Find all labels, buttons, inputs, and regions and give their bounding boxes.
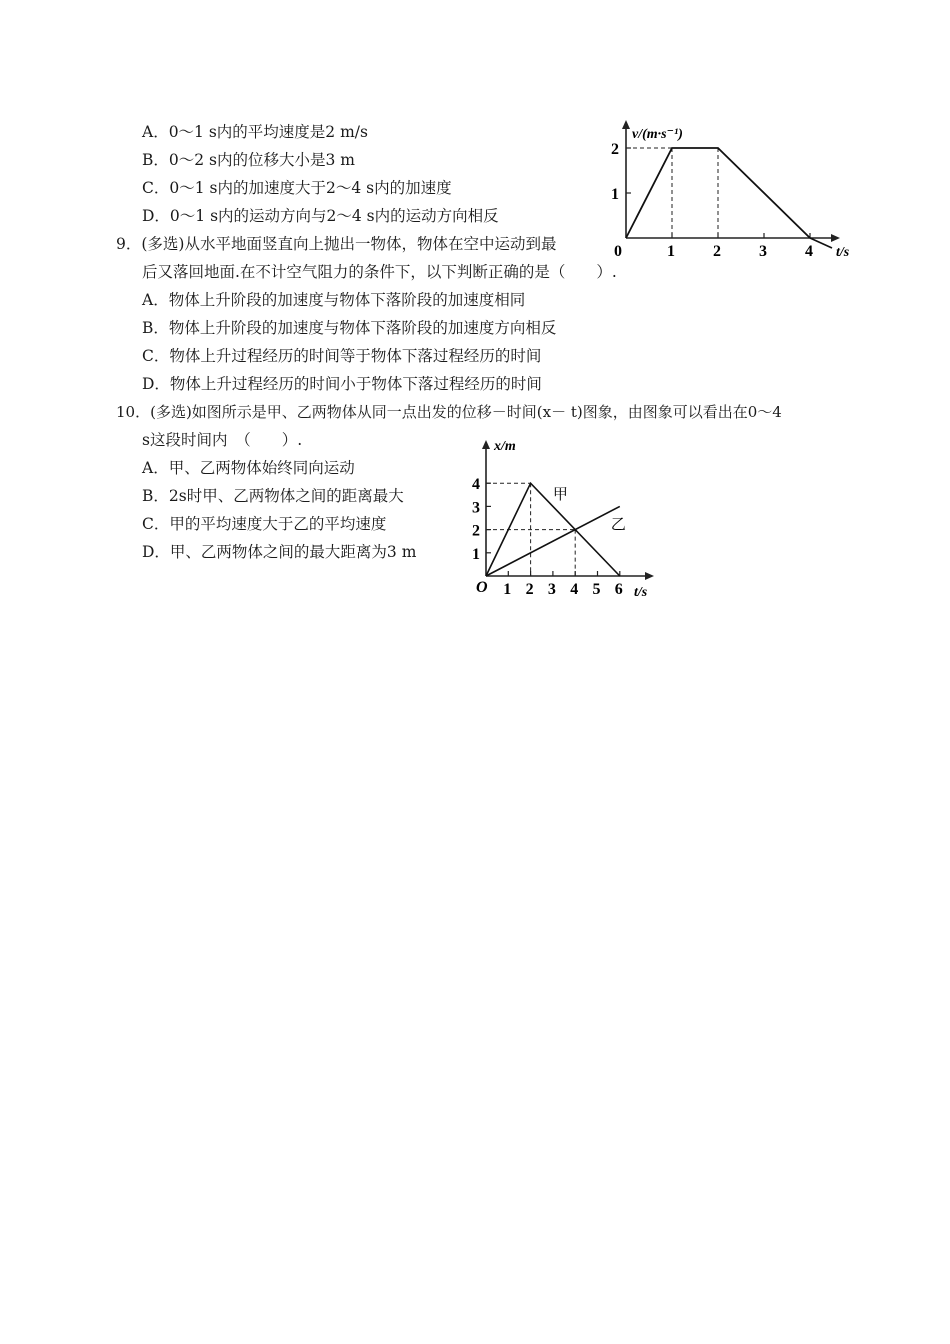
x-axis-label: t/s <box>836 245 850 260</box>
y-tick-label: 3 <box>472 499 480 517</box>
origin-label: O <box>476 579 488 596</box>
x-tick-label: 1 <box>503 581 512 598</box>
x-tick-label: 1 <box>667 243 675 260</box>
q8-option-d: D．0～1 s内的运动方向与2～4 s内的运动方向相反 <box>142 207 499 225</box>
x-tick-label: 6 <box>614 581 623 598</box>
series-yi-line <box>486 506 620 576</box>
x-tick-label: 2 <box>713 243 721 260</box>
q9-option-c: C．物体上升过程经历的时间等于物体下落过程经历的时间 <box>142 347 542 365</box>
x-axis-label: t/s <box>634 585 648 600</box>
y-axis-label: v/(m·s⁻¹) <box>632 127 683 142</box>
x-tick-label: 2 <box>525 581 534 598</box>
y-axis-label: x/m <box>494 439 516 454</box>
q10-option-b: B．2s时甲、乙两物体之间的距离最大 <box>142 487 404 505</box>
x-tick-label: 0 <box>614 243 622 260</box>
q9-option-b: B．物体上升阶段的加速度与物体下落阶段的加速度方向相反 <box>142 319 557 337</box>
q9-option-a: A．物体上升阶段的加速度与物体下落阶段的加速度相同 <box>142 291 526 309</box>
q8-option-a: A．0～1 s内的平均速度是2 m/s <box>142 123 368 141</box>
velocity-time-chart <box>600 118 862 268</box>
x-tick-label: 3 <box>547 581 556 598</box>
q9-stem-line1: 9．(多选)从水平地面竖直向上抛出一物体，物体在空中运动到最 <box>116 235 557 253</box>
series-jia-label: 甲 <box>552 484 568 503</box>
series-yi-label: 乙 <box>610 514 626 533</box>
x-tick-label: 4 <box>805 243 813 260</box>
q10-option-c: C．甲的平均速度大于乙的平均速度 <box>142 515 387 533</box>
y-axis-arrow <box>482 440 490 449</box>
q10-stem-line1: 10．(多选)如图所示是甲、乙两物体从同一点出发的位移－时间(x－ t)图象，由图象可以看出在0～4 <box>116 403 782 421</box>
y-tick-label: 1 <box>472 545 480 563</box>
x-axis-arrow <box>645 572 654 580</box>
q9-stem-line2: 后又落回地面.在不计空气阻力的条件下，以下判断正确的是（ ）. <box>142 263 617 281</box>
q8-option-b: B．0～2 s内的位移大小是3 m <box>142 151 355 169</box>
x-axis-arrow <box>831 234 840 242</box>
x-tick-label: 3 <box>759 243 767 260</box>
q10-option-d: D．甲、乙两物体之间的最大距离为3 m <box>142 543 417 561</box>
q10-stem-line2: s这段时间内 （ ）. <box>142 431 303 449</box>
displacement-time-chart <box>466 434 666 600</box>
x-tick-label: 4 <box>570 581 579 598</box>
q10-option-a: A．甲、乙两物体始终同向运动 <box>142 459 355 477</box>
y-tick-label: 2 <box>472 522 480 540</box>
y-axis-arrow <box>622 120 630 129</box>
q9-option-d: D．物体上升过程经历的时间小于物体下落过程经历的时间 <box>142 375 542 393</box>
y-tick-label: 1 <box>611 186 619 203</box>
q8-option-c: C．0～1 s内的加速度大于2～4 s内的加速度 <box>142 179 452 197</box>
y-tick-label: 4 <box>472 476 480 494</box>
velocity-series-extension <box>810 238 832 248</box>
x-tick-label: 5 <box>592 581 601 598</box>
y-tick-label: 2 <box>611 141 619 158</box>
